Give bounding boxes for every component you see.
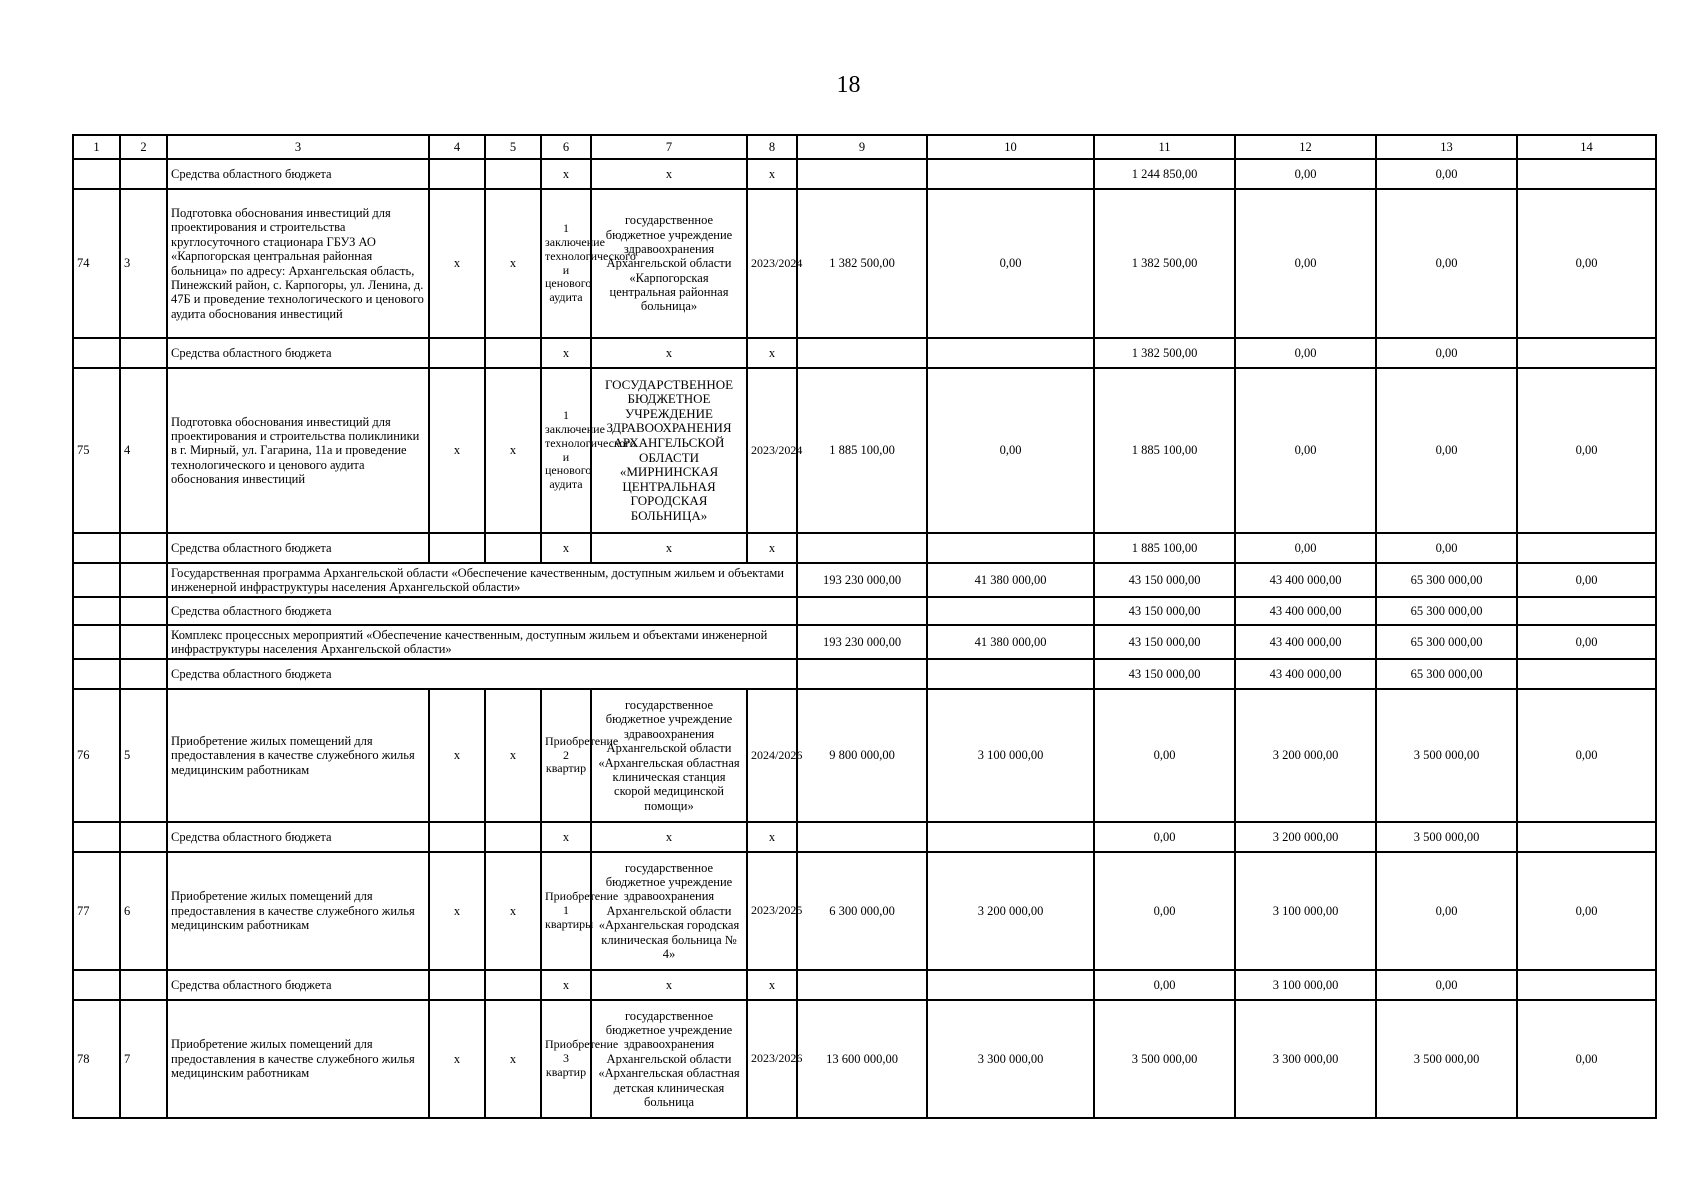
cell: 0,00	[1235, 159, 1376, 189]
cell: 1 885 100,00	[797, 368, 927, 533]
column-header: 7	[591, 135, 747, 159]
program-row	[73, 625, 1656, 659]
column-header: 10	[927, 135, 1094, 159]
column-header: 4	[429, 135, 485, 159]
cell: 0,00	[1094, 822, 1235, 852]
measure-name: Приобретение жилых помещений для предоставления в качестве служебного жилья медицинским работникам	[167, 1000, 429, 1118]
cell: х	[747, 338, 797, 368]
cell: 1 382 500,00	[797, 189, 927, 338]
period-cell: 2023/2024	[747, 189, 797, 338]
cell: 43 150 000,00	[1094, 597, 1235, 625]
row-subnumber: 5	[120, 689, 167, 822]
cell: 0,00	[1376, 852, 1517, 970]
cell: 0,00	[1517, 1000, 1656, 1118]
cell	[1517, 822, 1656, 852]
cell	[927, 970, 1094, 1000]
funding-row	[73, 338, 1656, 368]
cell: 0,00	[1517, 689, 1656, 822]
funding-row	[73, 597, 1656, 625]
cell: х	[485, 1000, 541, 1118]
cell: х	[591, 533, 747, 563]
cell: 3 100 000,00	[927, 689, 1094, 822]
cell: 0,00	[1094, 852, 1235, 970]
cell: 1 244 850,00	[1094, 159, 1235, 189]
cell: 0,00	[927, 189, 1094, 338]
cell	[797, 970, 927, 1000]
funding-label: Средства областного бюджета	[167, 597, 797, 625]
period-cell: 2024/2026	[747, 689, 797, 822]
cell: 65 300 000,00	[1376, 659, 1517, 689]
cell: х	[591, 822, 747, 852]
cell: 0,00	[1376, 189, 1517, 338]
measure-name: Подготовка обоснования инвестиций для проектирования и строительства поликлиники в г. Мирный, ул. Гагарина, 11а и проведение технологического и ценового аудита обоснования инвестиций	[167, 368, 429, 533]
funding-row	[73, 159, 1656, 189]
cell: 1 382 500,00	[1094, 338, 1235, 368]
cell: 43 150 000,00	[1094, 625, 1235, 659]
row-number: 78	[73, 1000, 120, 1118]
row-number: 77	[73, 852, 120, 970]
cell: 6 300 000,00	[797, 852, 927, 970]
cell: 0,00	[1094, 689, 1235, 822]
table-row	[73, 852, 1656, 970]
program-row	[73, 563, 1656, 597]
cell: 0,00	[1517, 189, 1656, 338]
cell: х	[541, 533, 591, 563]
cell: х	[429, 1000, 485, 1118]
cell: 3 100 000,00	[1235, 970, 1376, 1000]
executor-cell: государственное бюджетное учреждение здравоохранения Архангельской области «Архангельская областная клиническая станция скорой медицинской помощи»	[591, 689, 747, 822]
cell: х	[591, 159, 747, 189]
cell: 41 380 000,00	[927, 563, 1094, 597]
cell: 193 230 000,00	[797, 563, 927, 597]
row-subnumber: 3	[120, 189, 167, 338]
cell: 0,00	[927, 368, 1094, 533]
cell: 0,00	[1517, 852, 1656, 970]
cell: 0,00	[1376, 338, 1517, 368]
column-header: 1	[73, 135, 120, 159]
measure-name: Подготовка обоснования инвестиций для проектирования и строительства круглосуточного стационара ГБУЗ АО «Карпогорская центральная районная больница» по адресу: Архангельская область, Пинежский район, с. Карпогоры, ул. Ленина, д. 47Б и проведение технологического и ценового аудита обоснования инвестиций	[167, 189, 429, 338]
cell: 3 500 000,00	[1376, 689, 1517, 822]
cell: х	[541, 970, 591, 1000]
cell: 0,00	[1235, 533, 1376, 563]
cell: 3 500 000,00	[1094, 1000, 1235, 1118]
column-header: 5	[485, 135, 541, 159]
funding-label: Средства областного бюджета	[167, 338, 429, 368]
column-header: 14	[1517, 135, 1656, 159]
cell	[797, 597, 927, 625]
cell	[927, 822, 1094, 852]
cell: х	[541, 822, 591, 852]
cell: х	[429, 189, 485, 338]
funding-label: Средства областного бюджета	[167, 159, 429, 189]
cell: х	[429, 368, 485, 533]
cell: 1 382 500,00	[1094, 189, 1235, 338]
cell	[797, 159, 927, 189]
column-header-row	[73, 135, 1656, 159]
cell	[927, 159, 1094, 189]
cell: х	[747, 159, 797, 189]
row-subnumber: 7	[120, 1000, 167, 1118]
table-row	[73, 689, 1656, 822]
cell: х	[429, 689, 485, 822]
row-number: 74	[73, 189, 120, 338]
cell: 65 300 000,00	[1376, 563, 1517, 597]
cell	[927, 533, 1094, 563]
funding-label: Средства областного бюджета	[167, 533, 429, 563]
funding-row	[73, 970, 1656, 1000]
result-cell: 1 заключение технологического и ценового аудита	[541, 189, 591, 338]
column-header: 3	[167, 135, 429, 159]
cell	[1517, 533, 1656, 563]
row-subnumber: 6	[120, 852, 167, 970]
table-row	[73, 1000, 1656, 1118]
cell: х	[429, 852, 485, 970]
cell: 193 230 000,00	[797, 625, 927, 659]
row-subnumber: 4	[120, 368, 167, 533]
cell: х	[485, 689, 541, 822]
cell: 0,00	[1376, 368, 1517, 533]
cell: 3 200 000,00	[927, 852, 1094, 970]
cell: х	[485, 368, 541, 533]
period-cell: 2023/2026	[747, 1000, 797, 1118]
cell: 0,00	[1517, 625, 1656, 659]
cell: 3 500 000,00	[1376, 1000, 1517, 1118]
cell: 3 200 000,00	[1235, 822, 1376, 852]
cell: 0,00	[1235, 189, 1376, 338]
result-cell: Приобретение 3 квартир	[541, 1000, 591, 1118]
funding-label: Средства областного бюджета	[167, 659, 797, 689]
column-header: 9	[797, 135, 927, 159]
cell: 0,00	[1376, 970, 1517, 1000]
measure-name: Приобретение жилых помещений для предоставления в качестве служебного жилья медицинским работникам	[167, 689, 429, 822]
executor-cell: государственное бюджетное учреждение здравоохранения Архангельской области «Карпогорская центральная районная больница»	[591, 189, 747, 338]
cell: х	[747, 533, 797, 563]
period-cell: 2023/2024	[747, 368, 797, 533]
cell	[797, 659, 927, 689]
result-cell: 1 заключение технологического и ценового аудита	[541, 368, 591, 533]
cell	[797, 822, 927, 852]
program-title: Государственная программа Архангельской области «Обеспечение качественным, доступным жильем и объектами инженерной инфраструктуры населения Архангельской области»	[167, 563, 797, 597]
executor-cell: государственное бюджетное учреждение здравоохранения Архангельской области «Архангельская областная детская клиническая больница	[591, 1000, 747, 1118]
cell: 1 885 100,00	[1094, 368, 1235, 533]
cell: 43 150 000,00	[1094, 659, 1235, 689]
cell: 0,00	[1376, 159, 1517, 189]
budget-table	[72, 134, 1657, 1119]
cell: х	[541, 159, 591, 189]
cell	[1517, 970, 1656, 1000]
cell: 9 800 000,00	[797, 689, 927, 822]
funding-label: Средства областного бюджета	[167, 970, 429, 1000]
cell	[927, 659, 1094, 689]
cell: 3 500 000,00	[1376, 822, 1517, 852]
cell: 3 200 000,00	[1235, 689, 1376, 822]
cell: х	[591, 338, 747, 368]
cell: 0,00	[1517, 368, 1656, 533]
cell: х	[541, 338, 591, 368]
cell: 0,00	[1235, 368, 1376, 533]
cell	[797, 533, 927, 563]
cell: х	[591, 970, 747, 1000]
cell: х	[485, 852, 541, 970]
column-header: 12	[1235, 135, 1376, 159]
funding-row	[73, 533, 1656, 563]
funding-row	[73, 822, 1656, 852]
cell	[1517, 597, 1656, 625]
column-header: 13	[1376, 135, 1517, 159]
cell: х	[747, 970, 797, 1000]
cell	[1517, 159, 1656, 189]
page-number: 18	[836, 72, 861, 98]
column-header: 8	[747, 135, 797, 159]
cell: 13 600 000,00	[797, 1000, 927, 1118]
result-cell: Приобретение 1 квартиры	[541, 852, 591, 970]
cell: 41 380 000,00	[927, 625, 1094, 659]
cell: 3 300 000,00	[927, 1000, 1094, 1118]
cell: 1 885 100,00	[1094, 533, 1235, 563]
cell	[1517, 338, 1656, 368]
column-header: 6	[541, 135, 591, 159]
row-number: 76	[73, 689, 120, 822]
cell: 43 400 000,00	[1235, 659, 1376, 689]
column-header: 2	[120, 135, 167, 159]
table-row	[73, 368, 1656, 533]
result-cell: Приобретение 2 квартир	[541, 689, 591, 822]
cell: 0,00	[1376, 533, 1517, 563]
executor-cell: государственное бюджетное учреждение здравоохранения Архангельской области «Архангельская городская клиническая больница № 4»	[591, 852, 747, 970]
table-row	[73, 189, 1656, 338]
measure-name: Приобретение жилых помещений для предоставления в качестве служебного жилья медицинским работникам	[167, 852, 429, 970]
cell: 3 300 000,00	[1235, 1000, 1376, 1118]
cell	[927, 597, 1094, 625]
cell: 43 150 000,00	[1094, 563, 1235, 597]
cell: 43 400 000,00	[1235, 563, 1376, 597]
program-title: Комплекс процессных мероприятий «Обеспечение качественным, доступным жильем и объектами инженерной инфраструктуры населения Архангельской области»	[167, 625, 797, 659]
cell: х	[747, 822, 797, 852]
cell	[797, 338, 927, 368]
column-header: 11	[1094, 135, 1235, 159]
cell: 65 300 000,00	[1376, 597, 1517, 625]
row-number: 75	[73, 368, 120, 533]
cell: 3 100 000,00	[1235, 852, 1376, 970]
cell: 0,00	[1094, 970, 1235, 1000]
cell: 43 400 000,00	[1235, 597, 1376, 625]
cell: х	[485, 189, 541, 338]
funding-label: Средства областного бюджета	[167, 822, 429, 852]
executor-cell: ГОСУДАРСТВЕННОЕ БЮДЖЕТНОЕ УЧРЕЖДЕНИЕ ЗДРАВООХРАНЕНИЯ АРХАНГЕЛЬСКОЙ ОБЛАСТИ «МИРНИНСКАЯ ЦЕНТРАЛЬНАЯ ГОРОДСКАЯ БОЛЬНИЦА»	[591, 368, 747, 533]
cell: 65 300 000,00	[1376, 625, 1517, 659]
cell: 43 400 000,00	[1235, 625, 1376, 659]
period-cell: 2023/2025	[747, 852, 797, 970]
funding-row	[73, 659, 1656, 689]
cell: 0,00	[1517, 563, 1656, 597]
cell	[927, 338, 1094, 368]
cell	[1517, 659, 1656, 689]
cell: 0,00	[1235, 338, 1376, 368]
